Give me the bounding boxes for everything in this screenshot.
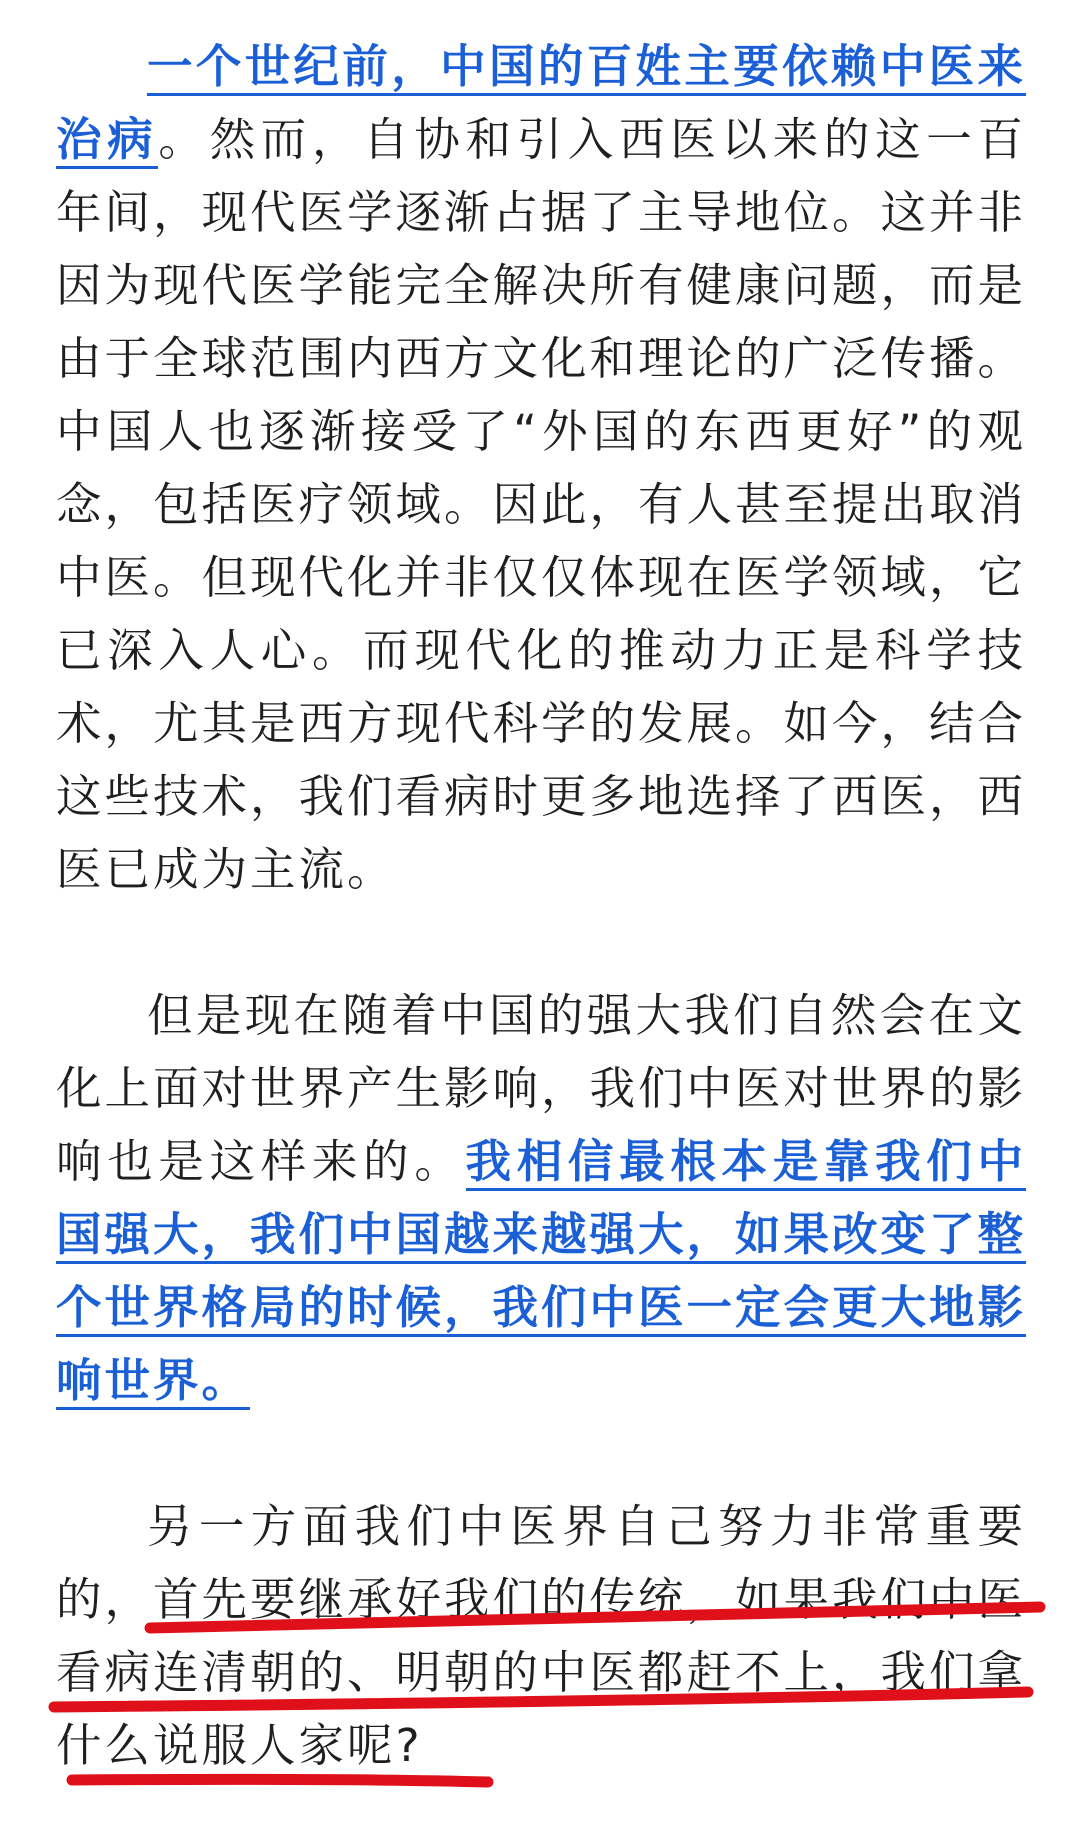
highlighted-link-text[interactable]: 一个世纪前，中国的百姓主要依赖中医来治病 [56, 40, 1026, 169]
paragraph-2 [56, 979, 1026, 1417]
highlighted-quote[interactable]: 我相信最根本是靠我们中国强大，我们中国越来越强大，如果改变了整个世界格局的时候，我们中医一定会更大地影响世界。 [56, 1135, 1026, 1410]
article-body [56, 30, 1026, 1782]
paragraph-1-text: 。然而，自协和引入西医以来的这一百年间，现代医学逐渐占据了主导地位。这并非因为现代医学能完全解决所有健康问题，而是由于全球范围内西方文化和理论的广泛传播。中国人也逐渐接受了“外国的东西更好”的观念，包括医疗领域。因此，有人甚至提出取消中医。但现代化并非仅仅体现在医学领域，它已深入人心。而现代化的推动力正是科学技术，尤其是西方现代科学的发展。如今，结合这些技术，我们看病时更多地选择了西医，西医已成为主流。 [56, 113, 1027, 896]
paragraph-2-text: 但是现在随着中国的强大我们自然会在文化上面对世界产生影响，我们中医对世界的影响也是这样来的。 [56, 989, 1027, 1188]
paragraph-3-text: 另一方面我们中医界自己努力非常重要的，首先要继承好我们的传统，如果我们中医看病连清朝的、明朝的中医都赶不上，我们拿什么说服人家呢? [56, 1500, 1027, 1772]
paragraph-3 [56, 1490, 1026, 1782]
paragraph-1 [56, 30, 1026, 906]
